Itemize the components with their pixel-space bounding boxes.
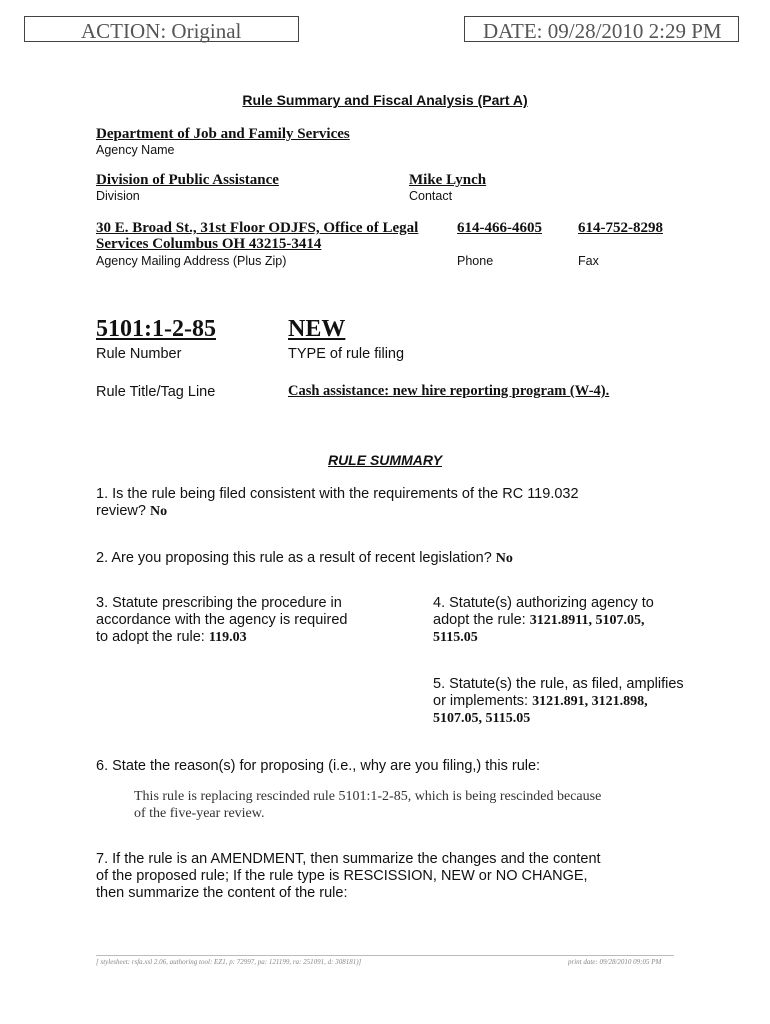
question-5-answer-1: 3121.891, 3121.898,: [532, 694, 648, 709]
address-line-2: Services Columbus OH 43215-3414: [96, 236, 322, 252]
question-5-text: or implements:: [433, 693, 529, 709]
question-3-text: to adopt the rule:: [96, 629, 205, 645]
question-3-line-1: 3. Statute prescribing the procedure in: [96, 595, 342, 611]
fax-label: Fax: [578, 254, 599, 268]
question-6-answer: [134, 788, 601, 822]
question-4-answer-2: 5115.05: [433, 630, 478, 645]
question-6-answer-line-1: This rule is replacing rescinded rule 5101:1-2-85, which is being rescinded because: [134, 789, 602, 804]
question-7-line-3: then summarize the content of the rule:: [96, 885, 348, 901]
question-2-text: 2. Are you proposing this rule as a result of recent legislation?: [96, 550, 492, 566]
contact-label: Contact: [409, 189, 453, 203]
rule-title-value: Cash assistance: new hire reporting program (W-4).: [288, 383, 610, 399]
question-1-line-2: [96, 503, 579, 520]
question-7: [96, 851, 601, 902]
question-3-answer: 119.03: [208, 630, 247, 645]
question-4-line-1: 4. Statute(s) authorizing agency to: [433, 595, 654, 611]
phone-value: 614-466-4605: [457, 220, 542, 236]
question-1-text: review?: [96, 503, 146, 519]
question-3: [96, 595, 347, 646]
question-2: [96, 550, 513, 567]
question-4-text: adopt the rule:: [433, 612, 526, 628]
filing-type-label: TYPE of rule filing: [288, 346, 405, 362]
question-3-line-3: [96, 629, 347, 646]
contact-value: Mike Lynch: [409, 172, 487, 188]
question-7-line-1: 7. If the rule is an AMENDMENT, then summarize the changes and the content: [96, 851, 601, 867]
question-7-line-2: of the proposed rule; If the rule type is RESCISSION, NEW or NO CHANGE,: [96, 868, 588, 884]
question-4-answer-1: 3121.8911, 5107.05,: [529, 613, 645, 628]
question-1-answer: No: [150, 504, 168, 519]
address-label: Agency Mailing Address (Plus Zip): [96, 254, 287, 268]
question-6-text: 6. State the reason(s) for proposing (i.e., why are you filing,) this rule:: [96, 758, 541, 774]
action-box: [24, 16, 299, 42]
question-5-line-2: [433, 693, 684, 710]
rule-number-value: 5101:1-2-85: [96, 316, 216, 342]
filing-type-value: NEW: [288, 316, 346, 342]
rule-number-label: Rule Number: [96, 346, 182, 362]
footer-divider: [96, 955, 674, 956]
division-value: Division of Public Assistance: [96, 172, 279, 188]
question-3-line-2: accordance with the agency is required: [96, 612, 348, 628]
page-title: Rule Summary and Fiscal Analysis (Part A): [242, 92, 528, 108]
question-1-line-1: 1. Is the rule being filed consistent with the requirements of the RC 119.032: [96, 486, 579, 502]
question-5-answer-2: 5107.05, 5115.05: [433, 711, 531, 726]
rule-title-label: Rule Title/Tag Line: [96, 384, 216, 400]
action-text: ACTION: Original: [81, 19, 242, 43]
rule-summary-heading: RULE SUMMARY: [327, 452, 443, 468]
footer-stylesheet-info: [ stylesheet: rsfa.xsl 2.06, authoring tool: EZ1, p: 72997, pa: 121199, ra: 251091, d: 308181)]: [96, 958, 362, 966]
agency-name-label: Agency Name: [96, 143, 175, 157]
address-line-1: 30 E. Broad St., 31st Floor ODJFS, Office of Legal: [96, 220, 419, 236]
agency-name-value: Department of Job and Family Services: [96, 126, 350, 142]
question-2-answer: No: [495, 551, 513, 566]
question-5: [433, 676, 684, 727]
question-6-answer-line-2: of the five-year review.: [134, 806, 265, 821]
date-text: DATE: 09/28/2010 2:29 PM: [483, 19, 722, 43]
fax-value: 614-752-8298: [578, 220, 663, 236]
question-5-line-1: 5. Statute(s) the rule, as filed, amplifies: [433, 676, 684, 692]
division-label: Division: [96, 189, 140, 203]
question-4: [433, 595, 654, 646]
footer-print-date: print date: 09/28/2010 09:05 PM: [568, 958, 662, 966]
date-box: [464, 16, 739, 42]
phone-label: Phone: [457, 254, 494, 268]
question-1: [96, 486, 579, 520]
question-4-line-2: [433, 612, 654, 629]
